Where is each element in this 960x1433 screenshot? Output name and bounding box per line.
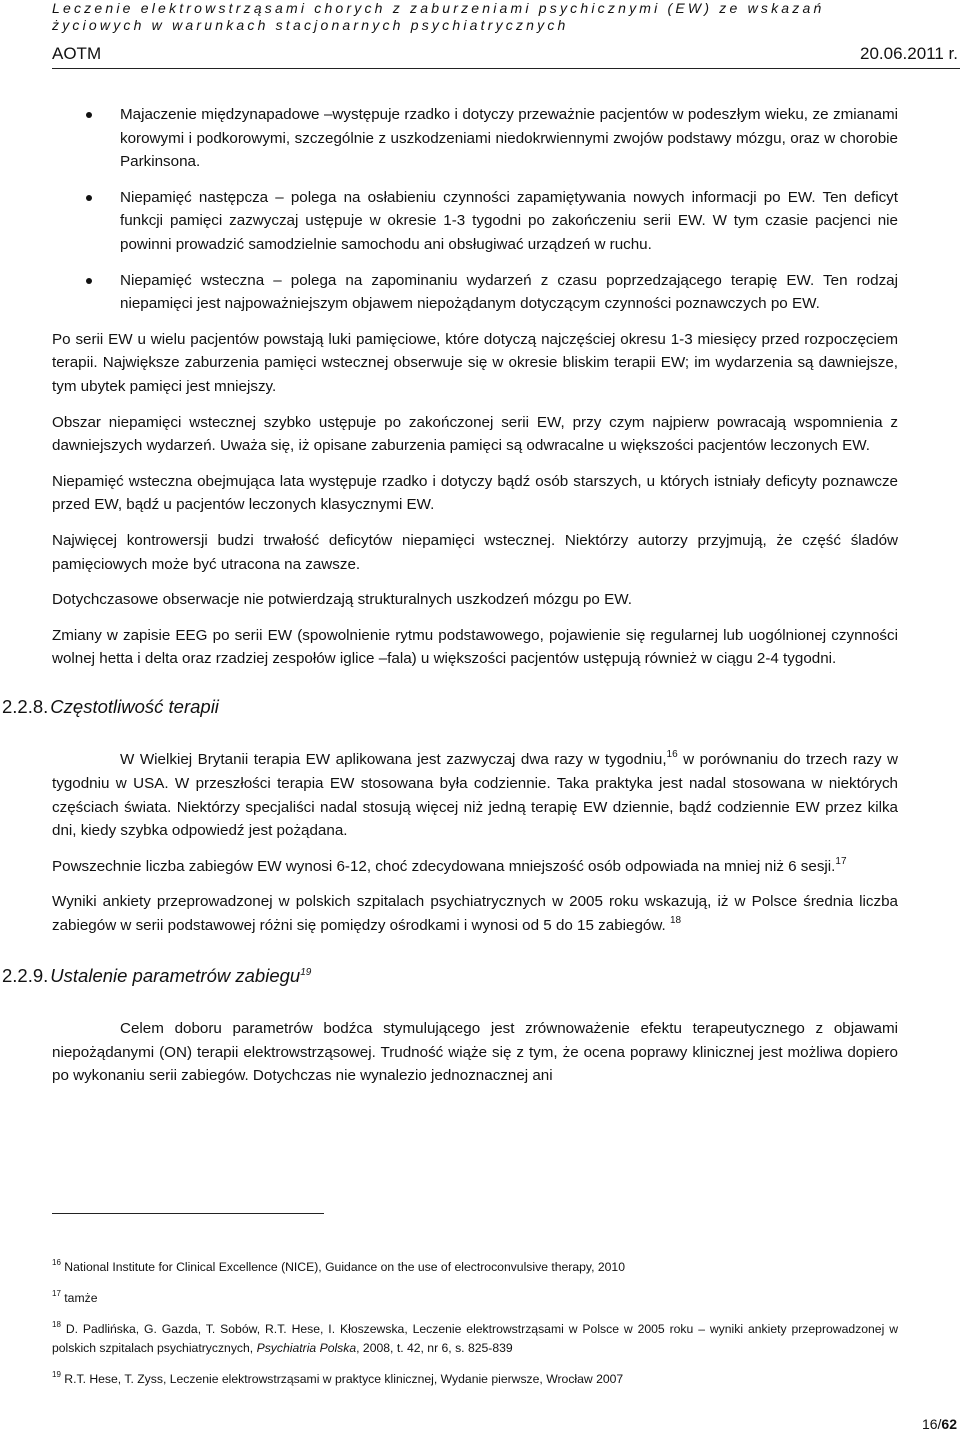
footnote-ref[interactable]: 16: [666, 749, 678, 761]
list-item: Niepamięć następcza – polega na osłabieniu czynności zapamiętywania nowych informacji po EW. Ten deficyt funkcji pamięci zazwyczaj ustępuje w okresie 1-3 tygodni po zakończeniu serii EW. W tym czasie pacjenci nie powinni prowadzić samodzielnie samochodu ani obsługiwać urządzeń w ruchu.: [52, 186, 898, 257]
section-heading-parameters: [2, 964, 898, 988]
document-body: [2, 103, 898, 1100]
header-date: 20.06.2011 r.: [860, 44, 958, 63]
header-organization: AOTM: [52, 44, 102, 63]
paragraph: Po serii EW u wielu pacjentów powstają luki pamięciowe, które dotyczą najczęściej okresu 1-3 miesięcy przed rozpoczęciem terapii. Największe zaburzenia pamięci wstecznej obserwuje się w okresie bliskim terapii EW; im wydarzenia są dawniejsze, tym ubytek pamięci jest mniejszy.: [52, 330, 898, 395]
section-heading-frequency: [2, 695, 898, 719]
footnote-ref[interactable]: 17: [835, 855, 847, 867]
side-effects-list: [52, 103, 898, 316]
list-item: Niepamięć wsteczna – polega na zapominaniu wydarzeń z czasu poprzedzającego terapię EW. Ten rodzaj niepamięci jest najpoważniejszym objawem niepożądanym dotyczącym czynności poznawczych po EW.: [52, 269, 898, 316]
footnote-18: $^{18}$ D. Padlińska, G. Gazda, T. Sobów, R.T. Hese, I. Kłoszewska, Leczenie elektrowstrząsami w Polsce w 2005 roku – wyniki ankiety przeprowadzonej w polskich szpitalach psychiatrycznych, Psychiatria Polska, 2008, t. 42, nr 6, s. 825-839: [52, 1320, 898, 1355]
paragraph: Niepamięć wsteczna obejmująca lata występuje rzadko i dotyczy bądź osób starszych, u których istniały deficyty poznawcze przed EW, bądź u pacjentów leczonych klasycznymi EW.: [52, 472, 898, 514]
section-title: Częstotliwość terapii: [50, 695, 219, 717]
footnotes: [52, 1258, 898, 1401]
running-header-title-line2: życiowych w warunkach stacjonarnych psychiatrycznych: [52, 17, 569, 33]
footnote-16: $^{16}$ National Institute for Clinical Excellence (NICE), Guidance on the use of electroconvulsive therapy, 2010: [52, 1258, 625, 1274]
bullet-icon: [86, 195, 92, 201]
paragraph: Zmiany w zapisie EEG po serii EW (spowolnienie rytmu podstawowego, pojawienie się regularnej lub uogólnionej czynności wolnej hetta i delta oraz rzadziej zespołów iglice –fala) u większości pacjentów ustępują również w ciągu 2-4 tygodni.: [52, 626, 898, 668]
page-number: 16/62: [921, 1416, 957, 1432]
paragraph: Dotychczasowe obserwacje nie potwierdzają strukturalnych uszkodzeń mózgu po EW.: [52, 591, 632, 609]
list-item: Majaczenie międzynapadowe –występuje rzadko i dotyczy przeważnie pacjentów w podeszłym wieku, ze zmianami korowymi i podkorowymi, szczególnie z uszkodzeniami niedokrwiennymi zwojów podstawy mózgu, oraz w chorobie Parkinsona.: [52, 103, 898, 174]
paragraph: Obszar niepamięci wstecznej szybko ustępuje po zakończonej serii EW, przy czym najpierw powracają wspomnienia z dawniejszych wydarzeń. Uważa się, iż opisane zaburzenia pamięci są odwracalne u większości pacjentów leczonych EW.: [52, 413, 898, 455]
paragraph: Najwięcej kontrowersji budzi trwałość deficytów niepamięci wstecznej. Niektórzy autorzy przyjmują, że część śladów pamięciowych może być utracona na zawsze.: [52, 531, 898, 573]
footnote-ref[interactable]: 18: [669, 915, 682, 927]
section-number: 2.2.8.: [2, 695, 49, 717]
paragraph: Wyniki ankiety przeprowadzonej w polskich szpitalach psychiatrycznych w 2005 roku wskazują, iż w Polsce średnia liczba zabiegów w serii podstawowej różni się pomiędzy ośrodkami i wynosi od 5 do 15 zabiegów. $^{18}$: [52, 893, 898, 935]
footnote-ref[interactable]: 19: [300, 966, 312, 978]
paragraph: Powszechnie liczba zabiegów EW wynosi 6-12, choć zdecydowana mniejszość osób odpowiada na mniej niż 6 sesji.$^{17}$: [52, 855, 847, 875]
paragraph: W Wielkiej Brytanii terapia EW aplikowana jest zazwyczaj dwa razy w tygodniu,$^{16}$ w porównaniu do trzech razy w tygodniu w USA. W przeszłości terapia EW stosowana była codziennie. Taka praktyka jest nadal stosowana w niektórych częściach świata. Niektórzy specjaliści nadal stosują więcej niż jedną terapię EW dziennie, bądź codziennie EW przez kilka dni, kiedy szybka odpowiedź jest pożądana.: [52, 749, 898, 840]
running-header-title-line1: Leczenie elektrowstrząsami chorych z zaburzeniami psychicznymi (EW) ze wskazań: [52, 0, 825, 16]
footnote-separator: [52, 1213, 324, 1214]
header-row: [52, 44, 960, 69]
footnote-19: $^{19}$ R.T. Hese, T. Zyss, Leczenie elektrowstrząsami w praktyce klinicznej, Wydanie pierwsze, Wrocław 2007: [52, 1370, 624, 1386]
section-number: 2.2.9.: [2, 964, 49, 986]
section-title: Ustalenie parametrów zabiegu: [50, 964, 301, 986]
footnote-17: $^{17}$ tamże: [52, 1289, 98, 1305]
bullet-icon: [86, 278, 92, 284]
bullet-icon: [86, 112, 92, 118]
paragraph: Celem doboru parametrów bodźca stymulującego jest zrównoważenie efektu terapeutycznego z objawami niepożądanymi (ON) terapii elektrowstrząsowej. Trudność wiąże się z tym, że ocena poprawy klinicznej jest możliwa dopiero po wykonaniu serii zabiegów. Dotychczas nie wynalezio jednoznacznej ani: [52, 1020, 898, 1085]
